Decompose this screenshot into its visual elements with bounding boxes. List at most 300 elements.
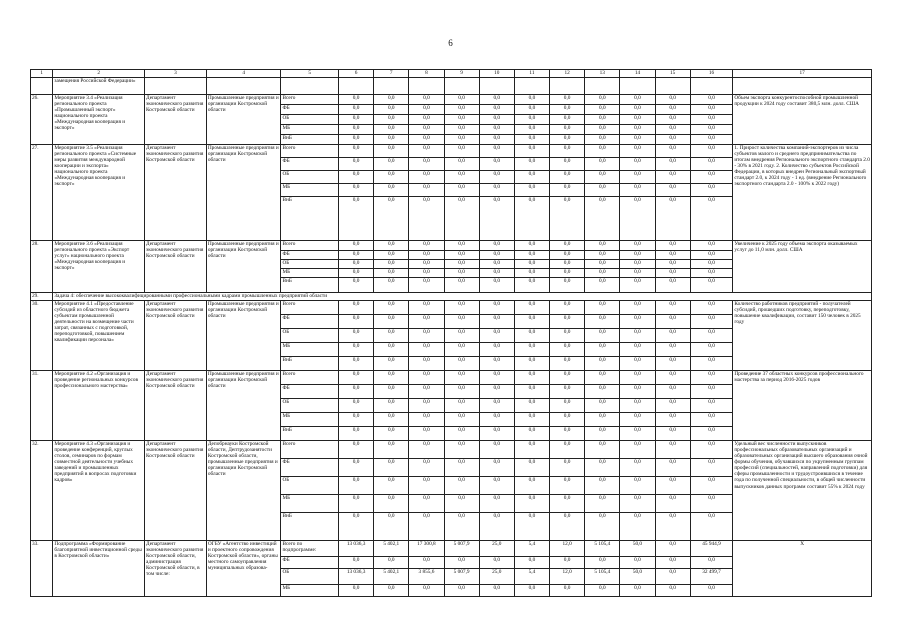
amount-cell: 0,0 <box>374 278 409 293</box>
amount-cell: 0,0 <box>620 158 655 171</box>
amount-cell: 0,0 <box>655 385 690 399</box>
table-row <box>31 541 872 557</box>
amount-cell: 0,0 <box>479 171 514 184</box>
amount-cell: 0,0 <box>620 184 655 197</box>
amount-cell: 0,0 <box>655 135 690 145</box>
empty-cell <box>690 78 733 95</box>
funding-source: МБ <box>281 125 339 135</box>
funding-source: Всего <box>281 241 339 251</box>
amount-cell: 0,0 <box>585 329 620 343</box>
amount-cell: 0,0 <box>444 125 479 135</box>
funding-source: ОБ <box>281 477 339 495</box>
column-number: 8 <box>409 70 444 78</box>
column-number: 11 <box>514 70 549 78</box>
amount-cell: 25,0 <box>479 541 514 557</box>
amount-cell: 0,0 <box>374 413 409 427</box>
measure-name: Мероприятие 3.4 «Реализация регионального проекта «Промышленный экспорт» национального проекта «Международная кооперация и экспорт» <box>53 95 145 145</box>
amount-cell: 5 007,9 <box>444 569 479 585</box>
row-number: 32. <box>31 441 53 541</box>
amount-cell: 0,0 <box>409 477 444 495</box>
funding-source: Всего <box>281 301 339 315</box>
participant: ОГБУ «Агентство инвестиций и проектного сопровождения Костромской области», органы местного самоуправления муниципальных образова- <box>206 541 281 597</box>
amount-cell: 0,0 <box>655 413 690 427</box>
expected-result: Удельный вес численности выпускников профессиональных образовательных организаций и образовательных организаций высшего образования очной формы обучения, обучавшихся по укрупненным группам профессий (специальностей, направлений подготовки) для сферы промышленности и трудоустроившихся в течение года по полученной специальности, в общей численности выпускников данных программ составит 55% к 2024 году <box>733 441 872 541</box>
amount-cell: 0,0 <box>374 441 409 459</box>
amount-cell: 0,0 <box>690 399 733 413</box>
amount-cell: 0,0 <box>550 158 585 171</box>
funding-source: ФБ <box>281 385 339 399</box>
amount-cell: 0,0 <box>444 427 479 441</box>
amount-cell: 0,0 <box>374 427 409 441</box>
amount-cell: 0,0 <box>655 495 690 513</box>
amount-cell: 0,0 <box>690 251 733 260</box>
amount-cell: 0,0 <box>339 357 374 371</box>
participant: Промышленные предприятия и организации Костромской области <box>206 145 281 241</box>
amount-cell: 0,0 <box>655 541 690 557</box>
amount-cell: 0,0 <box>479 125 514 135</box>
amount-cell: 0,0 <box>620 371 655 385</box>
amount-cell: 0,0 <box>374 585 409 597</box>
amount-cell: 0,0 <box>655 95 690 105</box>
amount-cell: 0,0 <box>409 329 444 343</box>
participant: Промышленные предприятия и организации Костромской области <box>206 241 281 293</box>
executor: Департамент экономического развития Костромской области <box>145 241 207 293</box>
amount-cell: 0,0 <box>550 184 585 197</box>
amount-cell: 0,0 <box>444 315 479 329</box>
amount-cell: 0,0 <box>655 105 690 115</box>
amount-cell: 0,0 <box>339 135 374 145</box>
amount-cell: 0,0 <box>409 105 444 115</box>
funding-source: ОБ <box>281 399 339 413</box>
empty-cell <box>444 78 479 95</box>
amount-cell: 0,0 <box>479 585 514 597</box>
funding-source: МБ <box>281 585 339 597</box>
amount-cell: 0,0 <box>690 125 733 135</box>
amount-cell: 0,0 <box>620 357 655 371</box>
amount-cell: 0,0 <box>585 371 620 385</box>
measure-name: Мероприятие 4.3 «Организация и проведение конференций, круглых столов, семинаров по формам совместной деятельности учебных заведений и промышленных предприятий в вопросах подготовки кадров» <box>53 441 145 541</box>
amount-cell: 0,0 <box>620 413 655 427</box>
amount-cell: 0,0 <box>479 184 514 197</box>
column-number: 1 <box>31 70 53 78</box>
amount-cell: 0,0 <box>339 399 374 413</box>
amount-cell: 0,0 <box>514 260 549 269</box>
amount-cell: 0,0 <box>620 278 655 293</box>
amount-cell: 0,0 <box>514 251 549 260</box>
funding-source: ВнБ <box>281 427 339 441</box>
amount-cell: 0,0 <box>409 197 444 241</box>
column-number: 2 <box>53 70 145 78</box>
amount-cell: 0,0 <box>374 125 409 135</box>
amount-cell: 0,0 <box>550 385 585 399</box>
funding-source: ФБ <box>281 158 339 171</box>
continuation-row <box>31 78 872 95</box>
funding-source: Всего <box>281 371 339 385</box>
amount-cell: 0,0 <box>620 329 655 343</box>
amount-cell: 0,0 <box>620 260 655 269</box>
participant: Промышленные предприятия и организации Костромской области <box>206 95 281 145</box>
expected-result: Увеличение к 2025 году объема экспорта оказываемых услуг до 11,0 млн. долл. США <box>733 241 872 293</box>
amount-cell: 0,0 <box>690 135 733 145</box>
executor: Департамент экономического развития Костромской области <box>145 441 207 541</box>
amount-cell: 0,0 <box>620 385 655 399</box>
funding-source: ВнБ <box>281 513 339 541</box>
amount-cell: 0,0 <box>374 371 409 385</box>
amount-cell: 0,0 <box>585 441 620 459</box>
amount-cell: 0,0 <box>514 385 549 399</box>
amount-cell: 0,0 <box>620 427 655 441</box>
amount-cell: 0,0 <box>409 413 444 427</box>
amount-cell: 0,0 <box>374 477 409 495</box>
amount-cell: 0,0 <box>374 315 409 329</box>
amount-cell: 0,0 <box>514 197 549 241</box>
funding-source: ВнБ <box>281 135 339 145</box>
amount-cell: 0,0 <box>409 241 444 251</box>
amount-cell: 0,0 <box>479 135 514 145</box>
amount-cell: 0,0 <box>550 301 585 315</box>
amount-cell: 0,0 <box>409 585 444 597</box>
amount-cell: 0,0 <box>690 371 733 385</box>
amount-cell: 0,0 <box>444 399 479 413</box>
amount-cell: 0,0 <box>620 135 655 145</box>
amount-cell: 0,0 <box>479 385 514 399</box>
amount-cell: 0,0 <box>690 477 733 495</box>
amount-cell: 0,0 <box>655 125 690 135</box>
amount-cell: 0,0 <box>655 278 690 293</box>
amount-cell: 0,0 <box>690 427 733 441</box>
amount-cell: 0,0 <box>374 115 409 125</box>
amount-cell: 0,0 <box>620 477 655 495</box>
amount-cell: 0,0 <box>374 145 409 158</box>
amount-cell: 0,0 <box>690 385 733 399</box>
amount-cell: 0,0 <box>585 413 620 427</box>
amount-cell: 0,0 <box>374 357 409 371</box>
expected-result: Количество работников предприятий - получателей субсидий, прошедших подготовку, переподготовку, повышение квалификации, составит 150 человек в 2025 году <box>733 301 872 371</box>
amount-cell: 0,0 <box>655 269 690 278</box>
amount-cell: 0,0 <box>585 251 620 260</box>
amount-cell: 0,0 <box>444 413 479 427</box>
amount-cell: 5,4 <box>514 541 549 557</box>
amount-cell: 0,0 <box>690 413 733 427</box>
program-table <box>30 69 872 597</box>
amount-cell: 0,0 <box>655 329 690 343</box>
empty-cell <box>339 78 374 95</box>
amount-cell: 0,0 <box>444 115 479 125</box>
amount-cell: 0,0 <box>479 251 514 260</box>
task-row <box>31 293 872 301</box>
amount-cell: 12,0 <box>550 541 585 557</box>
amount-cell: 0,0 <box>479 441 514 459</box>
row-number: 28. <box>31 241 53 293</box>
amount-cell: 0,0 <box>479 115 514 125</box>
amount-cell: 0,0 <box>409 441 444 459</box>
participant: Промышленные предприятия и организации Костромской области <box>206 371 281 441</box>
amount-cell: 0,0 <box>444 241 479 251</box>
table-row <box>31 301 872 315</box>
amount-cell: 0,0 <box>374 329 409 343</box>
amount-cell: 0,0 <box>374 301 409 315</box>
column-number: 14 <box>620 70 655 78</box>
amount-cell: 0,0 <box>409 171 444 184</box>
amount-cell: 0,0 <box>339 269 374 278</box>
amount-cell: 0,0 <box>409 158 444 171</box>
amount-cell: 0,0 <box>690 278 733 293</box>
amount-cell: 0,0 <box>690 585 733 597</box>
funding-source: ОБ <box>281 260 339 269</box>
amount-cell: 0,0 <box>514 371 549 385</box>
amount-cell: 0,0 <box>339 371 374 385</box>
amount-cell: 0,0 <box>339 115 374 125</box>
amount-cell: 0,0 <box>514 495 549 513</box>
amount-cell: 5 402,1 <box>374 569 409 585</box>
amount-cell: 0,0 <box>585 278 620 293</box>
amount-cell: 0,0 <box>479 459 514 477</box>
amount-cell: 0,0 <box>409 371 444 385</box>
amount-cell: 0,0 <box>479 241 514 251</box>
amount-cell: 0,0 <box>374 241 409 251</box>
funding-source: ФБ <box>281 459 339 477</box>
amount-cell: 0,0 <box>444 495 479 513</box>
amount-cell: 0,0 <box>444 343 479 357</box>
empty-cell <box>374 78 409 95</box>
amount-cell: 0,0 <box>374 197 409 241</box>
column-number: 3 <box>145 70 207 78</box>
amount-cell: 0,0 <box>339 441 374 459</box>
amount-cell: 0,0 <box>655 315 690 329</box>
amount-cell: 0,0 <box>655 477 690 495</box>
amount-cell: 0,0 <box>514 477 549 495</box>
funding-source: ВнБ <box>281 278 339 293</box>
amount-cell: 0,0 <box>444 477 479 495</box>
amount-cell: 0,0 <box>339 495 374 513</box>
amount-cell: 0,0 <box>620 269 655 278</box>
amount-cell: 0,0 <box>479 427 514 441</box>
funding-source: ВнБ <box>281 197 339 241</box>
amount-cell: 0,0 <box>339 145 374 158</box>
row-number: 33. <box>31 541 53 597</box>
amount-cell: 0,0 <box>550 329 585 343</box>
amount-cell: 0,0 <box>585 399 620 413</box>
amount-cell: 0,0 <box>655 171 690 184</box>
amount-cell: 0,0 <box>585 184 620 197</box>
amount-cell: 0,0 <box>339 105 374 115</box>
amount-cell: 0,0 <box>479 145 514 158</box>
amount-cell: 0,0 <box>479 105 514 115</box>
amount-cell: 50,0 <box>620 541 655 557</box>
amount-cell: 0,0 <box>514 413 549 427</box>
amount-cell: 0,0 <box>514 125 549 135</box>
amount-cell: 0,0 <box>655 343 690 357</box>
amount-cell: 5 105,4 <box>585 541 620 557</box>
amount-cell: 13 036,3 <box>339 541 374 557</box>
amount-cell: 0,0 <box>514 427 549 441</box>
funding-source: ОБ <box>281 569 339 585</box>
amount-cell: 0,0 <box>585 343 620 357</box>
funding-source: МБ <box>281 269 339 278</box>
amount-cell: 0,0 <box>444 95 479 105</box>
empty-cell <box>281 78 339 95</box>
amount-cell: 0,0 <box>479 329 514 343</box>
amount-cell: 0,0 <box>374 184 409 197</box>
amount-cell: 0,0 <box>655 459 690 477</box>
amount-cell: 0,0 <box>514 557 549 569</box>
amount-cell: 0,0 <box>550 371 585 385</box>
amount-cell: 0,0 <box>444 441 479 459</box>
header-row <box>31 70 872 78</box>
funding-source: ФБ <box>281 251 339 260</box>
amount-cell: 0,0 <box>620 95 655 105</box>
amount-cell: 0,0 <box>374 251 409 260</box>
participant: Промышленные предприятия и организации Костромской области <box>206 301 281 371</box>
amount-cell: 0,0 <box>514 459 549 477</box>
row-number <box>31 78 53 95</box>
amount-cell: 0,0 <box>655 184 690 197</box>
amount-cell: 0,0 <box>620 585 655 597</box>
amount-cell: 0,0 <box>479 278 514 293</box>
amount-cell: 0,0 <box>690 301 733 315</box>
amount-cell: 0,0 <box>374 459 409 477</box>
amount-cell: 0,0 <box>409 115 444 125</box>
amount-cell: 0,0 <box>585 427 620 441</box>
amount-cell: 0,0 <box>479 413 514 427</box>
amount-cell: 0,0 <box>514 171 549 184</box>
amount-cell: 0,0 <box>550 315 585 329</box>
amount-cell: 0,0 <box>444 158 479 171</box>
amount-cell: 0,0 <box>585 158 620 171</box>
amount-cell: 0,0 <box>479 315 514 329</box>
amount-cell: 0,0 <box>479 197 514 241</box>
amount-cell: 0,0 <box>620 513 655 541</box>
amount-cell: 0,0 <box>339 251 374 260</box>
measure-name: Мероприятие 4.2 «Организация и проведение региональных конкурсов профессионального мастерства» <box>53 371 145 441</box>
amount-cell: 0,0 <box>550 105 585 115</box>
amount-cell: 0,0 <box>479 399 514 413</box>
empty-cell <box>206 78 281 95</box>
amount-cell: 0,0 <box>550 585 585 597</box>
amount-cell: 0,0 <box>690 315 733 329</box>
row-number: 27. <box>31 145 53 241</box>
funding-source: ОБ <box>281 171 339 184</box>
row-number: 30. <box>31 301 53 371</box>
amount-cell: 0,0 <box>409 399 444 413</box>
amount-cell: 0,0 <box>690 343 733 357</box>
amount-cell: 0,0 <box>374 557 409 569</box>
amount-cell: 0,0 <box>479 357 514 371</box>
amount-cell: 0,0 <box>655 301 690 315</box>
funding-source: ФБ <box>281 557 339 569</box>
amount-cell: 0,0 <box>690 105 733 115</box>
amount-cell: 0,0 <box>479 301 514 315</box>
amount-cell: 0,0 <box>655 399 690 413</box>
amount-cell: 0,0 <box>550 278 585 293</box>
amount-cell: 5 007,9 <box>444 541 479 557</box>
amount-cell: 0,0 <box>339 158 374 171</box>
amount-cell: 5 402,1 <box>374 541 409 557</box>
amount-cell: 0,0 <box>585 557 620 569</box>
amount-cell: 0,0 <box>620 399 655 413</box>
amount-cell: 0,0 <box>444 385 479 399</box>
amount-cell: 0,0 <box>620 315 655 329</box>
amount-cell: 0,0 <box>339 329 374 343</box>
amount-cell: 0,0 <box>374 513 409 541</box>
amount-cell: 0,0 <box>409 427 444 441</box>
amount-cell: 0,0 <box>444 371 479 385</box>
column-number: 13 <box>585 70 620 78</box>
amount-cell: 0,0 <box>444 145 479 158</box>
amount-cell: 0,0 <box>620 197 655 241</box>
amount-cell: 32 499,7 <box>690 569 733 585</box>
amount-cell: 0,0 <box>550 125 585 135</box>
amount-cell: 0,0 <box>479 260 514 269</box>
expected-result: Х <box>733 541 872 597</box>
column-number: 4 <box>206 70 281 78</box>
amount-cell: 0,0 <box>620 251 655 260</box>
amount-cell: 0,0 <box>620 301 655 315</box>
amount-cell: 0,0 <box>550 413 585 427</box>
empty-cell <box>620 78 655 95</box>
amount-cell: 0,0 <box>339 95 374 105</box>
amount-cell: 0,0 <box>514 105 549 115</box>
amount-cell: 0,0 <box>339 301 374 315</box>
amount-cell: 0,0 <box>514 585 549 597</box>
amount-cell: 0,0 <box>444 585 479 597</box>
amount-cell: 0,0 <box>550 477 585 495</box>
amount-cell: 0,0 <box>550 115 585 125</box>
amount-cell: 0,0 <box>655 513 690 541</box>
amount-cell: 5 105,4 <box>585 569 620 585</box>
amount-cell: 0,0 <box>514 357 549 371</box>
amount-cell: 17 300,8 <box>409 541 444 557</box>
column-number: 6 <box>339 70 374 78</box>
amount-cell: 0,0 <box>585 125 620 135</box>
amount-cell: 0,0 <box>479 158 514 171</box>
amount-cell: 0,0 <box>585 269 620 278</box>
amount-cell: 0,0 <box>409 251 444 260</box>
task-title: Задача 4: обеспечение высококвалифицированными профессиональными кадрами промышленных предприятий области <box>53 293 872 301</box>
amount-cell: 0,0 <box>479 95 514 105</box>
amount-cell: 0,0 <box>550 343 585 357</box>
amount-cell: 0,0 <box>514 145 549 158</box>
amount-cell: 0,0 <box>374 495 409 513</box>
funding-source: ФБ <box>281 105 339 115</box>
amount-cell: 0,0 <box>514 135 549 145</box>
funding-source: МБ <box>281 495 339 513</box>
amount-cell: 0,0 <box>409 145 444 158</box>
amount-cell: 0,0 <box>444 557 479 569</box>
amount-cell: 0,0 <box>655 241 690 251</box>
amount-cell: 0,0 <box>339 585 374 597</box>
amount-cell: 0,0 <box>550 399 585 413</box>
amount-cell: 0,0 <box>374 171 409 184</box>
amount-cell: 0,0 <box>514 315 549 329</box>
measure-name: Мероприятие 4.1 «Предоставление субсидий из областного бюджета субъектам промышленной деятельности на возмещение части затрат, связанных с подготовкой, переподготовкой, повышением квалификации персонала» <box>53 301 145 371</box>
table-row <box>31 441 872 459</box>
amount-cell: 0,0 <box>339 413 374 427</box>
amount-cell: 0,0 <box>444 105 479 115</box>
amount-cell: 0,0 <box>690 441 733 459</box>
amount-cell: 0,0 <box>550 357 585 371</box>
amount-cell: 0,0 <box>409 315 444 329</box>
empty-cell <box>514 78 549 95</box>
amount-cell: 0,0 <box>550 427 585 441</box>
amount-cell: 0,0 <box>444 269 479 278</box>
amount-cell: 13 036,3 <box>339 569 374 585</box>
amount-cell: 0,0 <box>479 557 514 569</box>
amount-cell: 0,0 <box>444 251 479 260</box>
amount-cell: 0,0 <box>620 115 655 125</box>
amount-cell: 0,0 <box>690 513 733 541</box>
table-row <box>31 95 872 105</box>
